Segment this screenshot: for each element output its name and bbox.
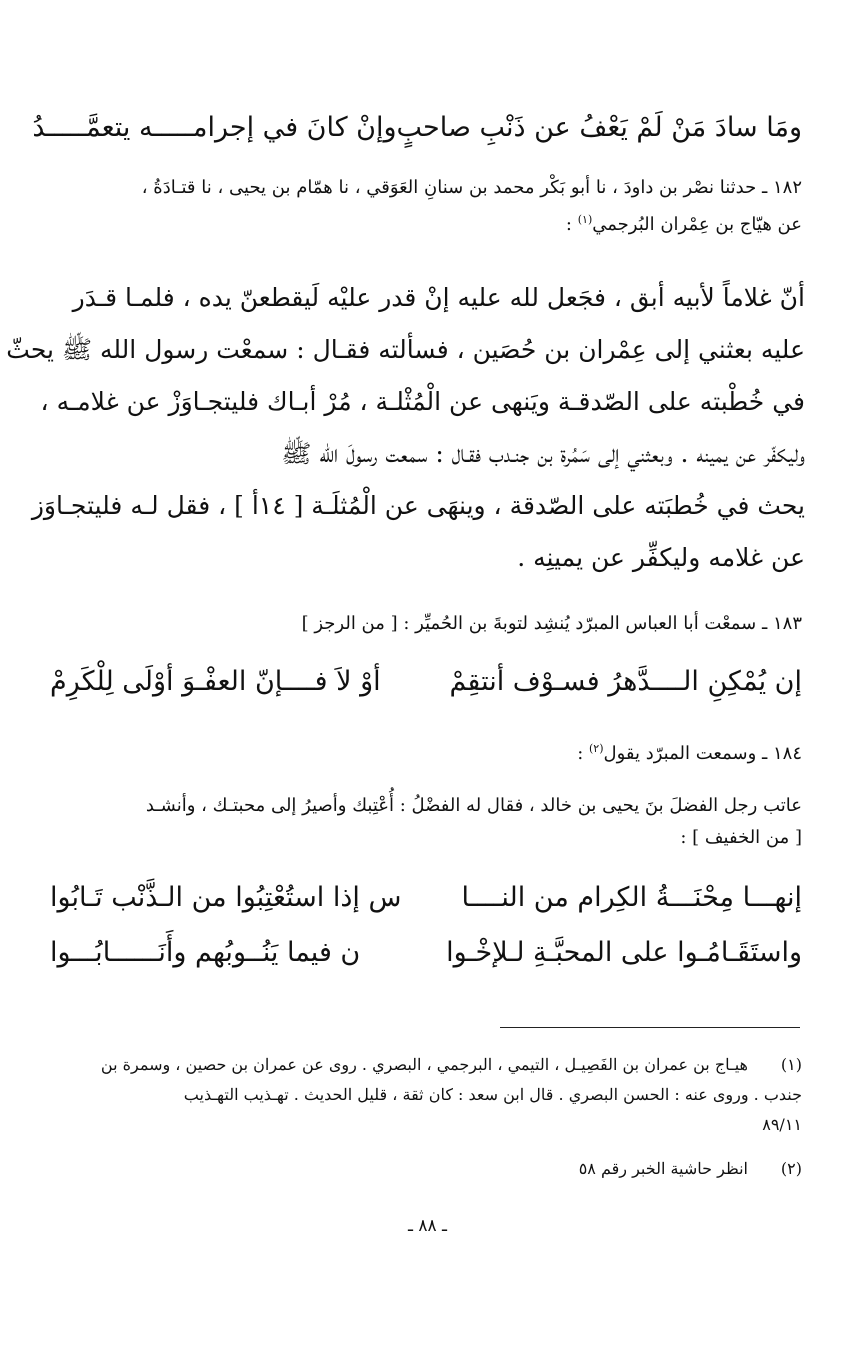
entry-184-heading [577,733,802,770]
entry-182-line-2 [50,204,802,241]
entry-182-narrator: عن هيّاج بن عِمْران البُرجمي [592,214,802,235]
hadith-line: أنّ غلاماً لأبيه أبق ، فجَعل لله عليه إنْ قدر عليْه لَيقطعنّ يده ، فلمـا قـدَر [72,283,805,312]
footnote-1 [52,1050,802,1140]
verse-3-second-hemistich: س إذا استُعْتِبُوا من الـذَّنْب تَـابُوا [50,882,402,913]
verse-2 [50,666,802,697]
footnote-1-line-2: جندب . وروى عنه : الحسن البصري . قال ابن سعد : كان ثقة ، قليل الحديث . تهـذيب التهـذيب [183,1085,802,1104]
footnote-1-line-1: هيـاج بن عمران بن الفَصِيـل ، التيمي ، البرجمي ، البصري . روى عن عمران بن حصين ، وسمرة بن [100,1055,748,1074]
verse-3 [50,882,802,913]
footnote-ref-2[interactable]: (٢) [589,742,604,755]
hadith-text-182 [6,272,805,584]
verse-4-second-hemistich: ن فيما يَنُــوبُهم وأَنَــــــابُـــوا [50,937,361,968]
narrative-line-2: [ من الخفيف ] : [680,827,802,848]
entry-184-narrative [50,790,802,854]
footnote-2-line-1: انظر حاشية الخبر رقم ٥٨ [578,1159,748,1178]
verse-2-first-hemistich: إن يُمْكِنِ الــــدَّهرُ فسـوْف أنتقِمْ [449,666,802,697]
entry-183-heading: ١٨٣ ـ سمعْت أبا العباس المبرّد يُنشِد لتوبةَ بن الحُميِّر : [ من الرجز ] [301,613,802,634]
entry-182-line-1: ١٨٢ ـ حدثنا نصْر بن داودَ ، نا أبو بَكْر محمد بن سنانِ العَوَقي ، نا همّام بن يحيى ، نا قتـادَةُ ، [141,177,802,198]
verse-1-second-hemistich: وإنْ كانَ في إجرامـــــه يتعمَّـــــدُ [32,112,397,143]
verse-4-first-hemistich: واستَقَـامُـوا على المحبَّـةِ لـلإخْـوا [446,937,802,968]
footnote-ref-1[interactable]: (١) [577,213,593,226]
entry-182-isnad [50,172,802,241]
footnote-2 [52,1154,802,1184]
hadith-line: في خُطْبته على الصّدقـة ويَنهى عن الْمُثْلـة ، مُرْ أبـاك فليتجـاوَزْ عن غلامـه ، [40,387,805,416]
page-number: ـ ٨٨ ـ [407,1216,448,1236]
entry-184-text: ١٨٤ ـ وسمعت المبرّد يقول [603,743,802,764]
footnote-1-number: (١) [780,1055,802,1074]
footnote-1-line-3: ٨٩/١١ [762,1115,802,1134]
hadith-line: يحث في خُطبَته على الصّدقة ، وينهَى عن الْمُثلَـة [ ١٤أ ] ، فقل لـه فليتجـاوَز [31,491,805,520]
narrative-line-1: عاتب رجل الفضلَ بنَ يحيى بن خالد ، فقال له الفضْلُ : أُعْتِبك وأصيرُ إلى محبتـك ، وأنشـد [145,795,802,816]
verse-4 [50,937,802,968]
verse-3-first-hemistich: إنهـــا مِحْنَـــةُ الكِرام من النــــا [461,882,802,913]
entry-182-colon: : [565,214,578,235]
hadith-line: وليكفّر عن يمينه . وبعثني إلى سَمُرة بن جنـدب فقـال : سمعت رسولَ الله ﷺ [281,439,805,468]
verse-1-first-hemistich: ومَا سادَ مَنْ لَمْ يَعْفُ عن ذَنْبِ صاحبٍ [396,112,802,143]
entry-184-colon: : [577,743,589,764]
hadith-line: عن غلامه وليكفِّر عن يمينِه . [517,543,805,572]
verse-2-second-hemistich: أوْ لاَ فــــإنّ العفْـوَ أوْلَى لِلْكَرِمْ [50,666,381,697]
footnote-2-number: (٢) [780,1159,802,1178]
hadith-line: عليه بعثني إلى عِمْران بن حُصَين ، فسألته فقـال : سمعْت رسول الله ﷺ يحثّ [6,335,805,364]
footnote-divider [500,1027,800,1028]
verse-1 [32,112,802,143]
